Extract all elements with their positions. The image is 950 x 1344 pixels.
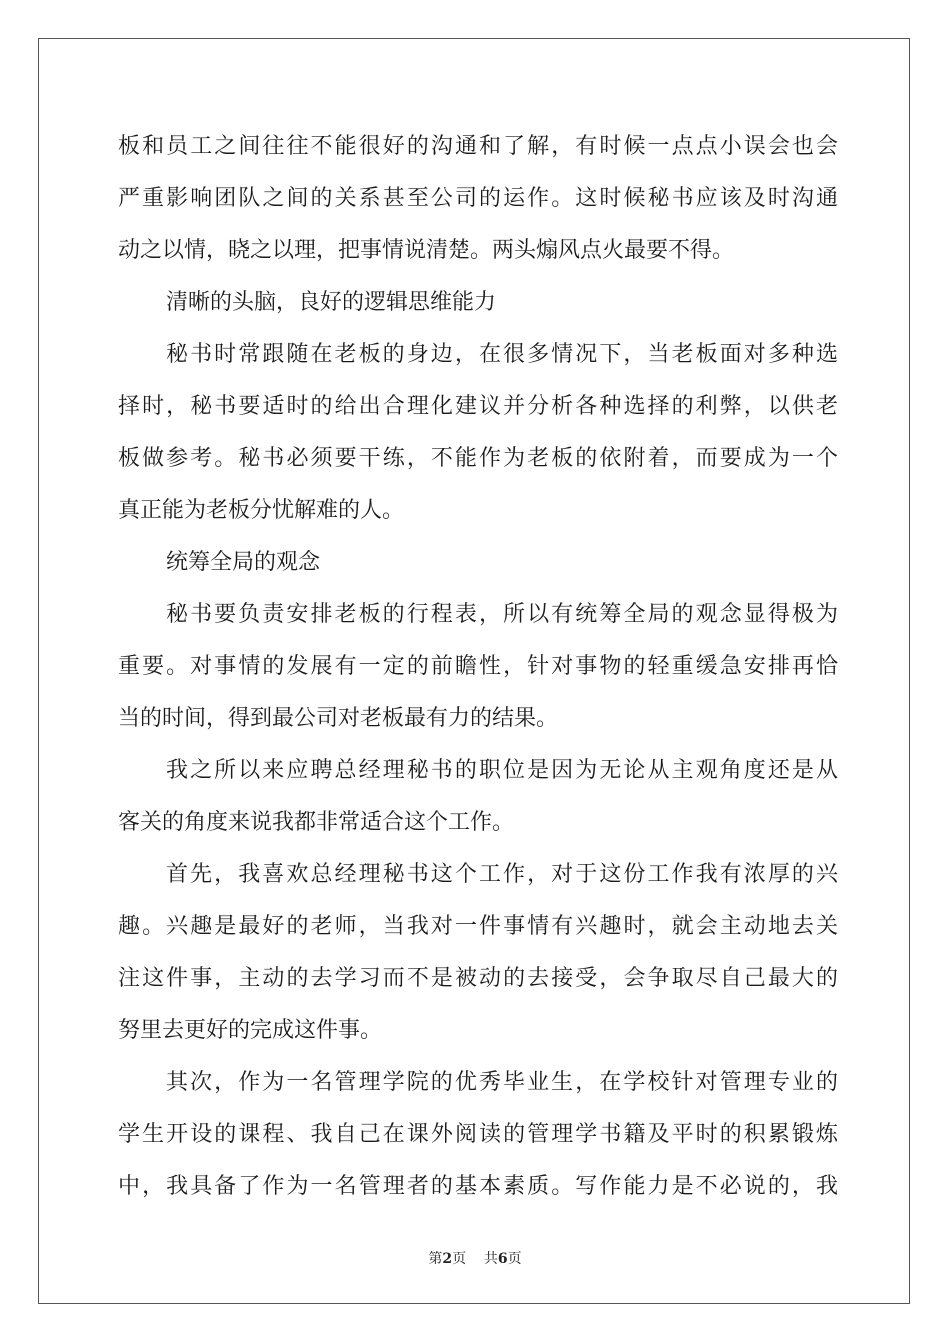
total-prefix: 共 <box>483 1251 498 1267</box>
text-line: 客关的角度来说我都非常适合这个工作。 <box>118 810 515 835</box>
page-footer <box>0 1248 950 1268</box>
section-heading: 清晰的头脑，良好的逻辑思维能力 <box>166 290 497 315</box>
text-line: 注这件事，主动的去学习而不是被动的去接受，会争取尽自己最大的 <box>118 966 838 991</box>
page-suffix: 页 <box>452 1251 467 1267</box>
document-body <box>118 121 838 1213</box>
page-number: 2 <box>442 1251 453 1267</box>
text-line: 真正能为老板分忧解难的人。 <box>118 498 405 523</box>
section-heading: 统筹全局的观念 <box>166 550 321 575</box>
text-line: 当的时间，得到最公司对老板最有力的结果。 <box>118 706 559 731</box>
page-prefix: 第 <box>428 1251 443 1267</box>
text-line: 动之以情，晓之以理，把事情说清楚。两头煽风点火最要不得。 <box>118 238 735 263</box>
text-line: 秘书时常跟随在老板的身边，在很多情况下，当老板面对多种选 <box>166 342 838 367</box>
text-line: 努里去更好的完成这件事。 <box>118 1018 383 1043</box>
text-line: 重要。对事情的发展有一定的前瞻性，针对事物的轻重缓急安排再恰 <box>118 654 838 679</box>
text-line: 其次，作为一名管理学院的优秀毕业生，在学校针对管理专业的 <box>166 1070 838 1095</box>
text-line: 板和员工之间往往不能很好的沟通和了解，有时候一点点小误会也会 <box>118 134 838 159</box>
text-line: 趣。兴趣是最好的老师，当我对一件事情有兴趣时，就会主动地去关 <box>118 914 838 939</box>
total-pages: 6 <box>497 1251 508 1267</box>
text-line: 秘书要负责安排老板的行程表，所以有统筹全局的观念显得极为 <box>166 602 838 627</box>
text-line: 板做参考。秘书必须要干练，不能作为老板的依附着，而要成为一个 <box>118 446 838 471</box>
text-line: 严重影响团队之间的关系甚至公司的运作。这时候秘书应该及时沟通 <box>118 186 838 211</box>
text-line: 我之所以来应聘总经理秘书的职位是因为无论从主观角度还是从 <box>166 758 838 783</box>
text-line: 中，我具备了作为一名管理者的基本素质。写作能力是不必说的，我 <box>118 1174 838 1199</box>
text-line: 首先，我喜欢总经理秘书这个工作，对于这份工作我有浓厚的兴 <box>166 862 838 887</box>
text-line: 学生开设的课程、我自己在课外阅读的管理学书籍及平时的积累锻炼 <box>118 1122 838 1147</box>
text-line: 择时，秘书要适时的给出合理化建议并分析各种选择的利弊，以供老 <box>118 394 838 419</box>
total-suffix: 页 <box>507 1251 522 1267</box>
